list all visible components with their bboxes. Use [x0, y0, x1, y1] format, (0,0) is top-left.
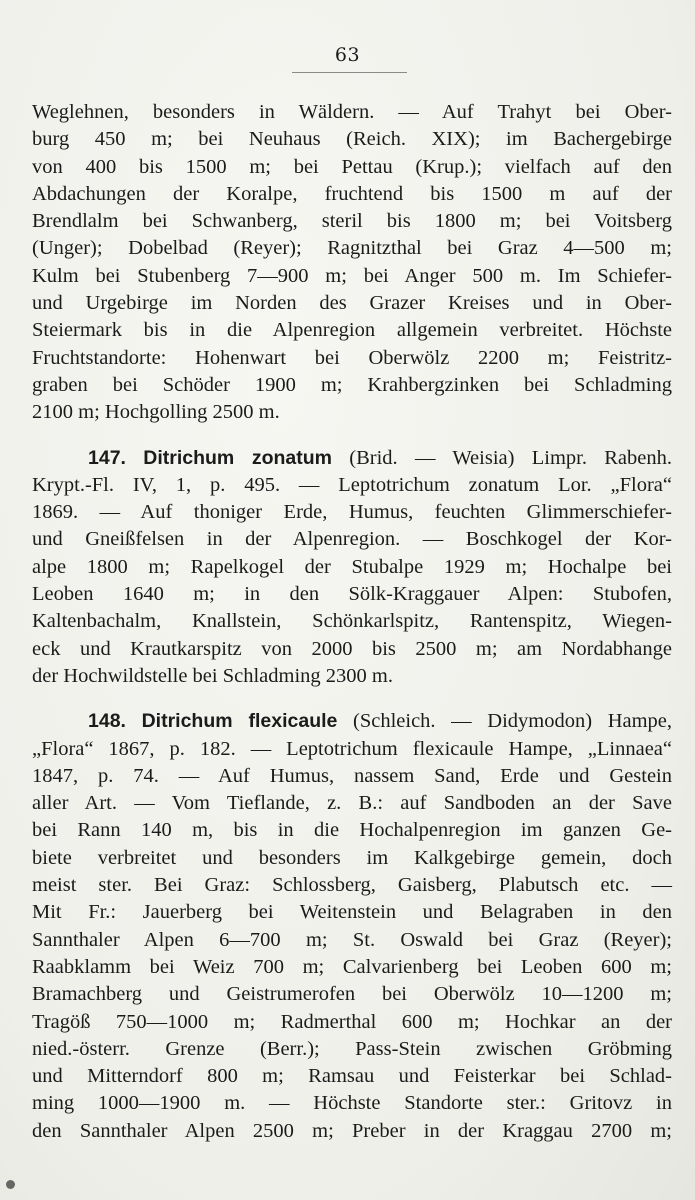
page-body	[32, 99, 672, 1145]
text-line: von 400 bis 1500 m; bei Pettau (Krup.); vielfach auf den	[32, 155, 672, 178]
page-number: 63	[334, 44, 361, 66]
text-line: Tragöß 750—1000 m; Radmerthal 600 m; Hochkar an der	[32, 1010, 672, 1033]
text-line: Abdachungen der Koralpe, fruchtend bis 1500 m auf der	[32, 182, 672, 205]
text-line: Kulm bei Stubenberg 7—900 m; bei Anger 500 m. Im Schiefer-	[32, 264, 672, 287]
text-line: „Flora“ 1867, p. 182. — Leptotrichum flexicaule Hampe, „Linnaea“	[32, 737, 672, 760]
text-line: nied.-österr. Grenze (Berr.); Pass-Stein zwischen Gröbming	[32, 1037, 672, 1060]
text-line: Leoben 1640 m; in den Sölk-Kraggauer Alpen: Stubofen,	[32, 583, 672, 606]
text-line: biete verbreitet und besonders im Kalkgebirge gemein, doch	[32, 846, 672, 869]
species-entry-147	[32, 445, 672, 691]
text-line: Steiermark bis in die Alpenregion allgemein verbreitet. Höchste	[32, 319, 672, 342]
entry-heading-rest: (Schleich. — Didymodon) Hampe,	[353, 710, 673, 733]
species-entry-148	[32, 708, 672, 1145]
text-line: 1869. — Auf thoniger Erde, Humus, feuchten Glimmerschiefer-	[32, 501, 672, 524]
text-line: Kaltenbachalm, Knallstein, Schönkarlspitz, Rantenspitz, Wiegen-	[32, 610, 672, 633]
text-line: Bramachberg und Geistrumerofen bei Oberwölz 10—1200 m;	[32, 983, 672, 1006]
text-line: Weglehnen, besonders in Wäldern. — Auf Trahyt bei Ober-	[32, 101, 672, 123]
text-line: Fruchtstandorte: Hohenwart bei Oberwölz 2200 m; Feistritz-	[32, 346, 672, 369]
text-line: Brendlalm bei Schwanberg, steril bis 1800 m; bei Voitsberg	[32, 210, 672, 233]
text-line: und Mitterndorf 800 m; Ramsau und Feisterkar bei Schlad-	[32, 1065, 672, 1088]
header-rule	[292, 72, 407, 73]
text-line: den Sannthaler Alpen 2500 m; Preber in der Kraggau 2700 m;	[32, 1119, 672, 1142]
entry-heading-line	[32, 445, 672, 472]
text-line: Raabklamm bei Weiz 700 m; Calvarienberg bei Leoben 600 m;	[32, 955, 672, 978]
ink-blot-mark	[6, 1180, 15, 1189]
text-line: Sannthaler Alpen 6—700 m; St. Oswald bei Graz (Reyer);	[32, 928, 672, 951]
text-line: burg 450 m; bei Neuhaus (Reich. XIX); im Bachergebirge	[32, 128, 672, 151]
text-line: (Unger); Dobelbad (Reyer); Ragnitzthal bei Graz 4—500 m;	[32, 237, 672, 260]
text-line: eck und Krautkarspitz von 2000 bis 2500 m; am Nordabhange	[32, 637, 672, 660]
text-line: graben bei Schöder 1900 m; Krahbergzinken bei Schladming	[32, 373, 672, 396]
text-line: Krypt.-Fl. IV, 1, p. 495. — Leptotrichum zonatum Lor. „Flora“	[32, 473, 672, 496]
text-line: alpe 1800 m; Rapelkogel der Stubalpe 1929 m; Hochalpe bei	[32, 555, 672, 578]
text-line: Mit Fr.: Jauerberg bei Weitenstein und Belagraben in den	[32, 901, 672, 924]
text-line: 2100 m; Hochgolling 2500 m.	[32, 401, 280, 424]
text-line: meist ster. Bei Graz: Schlossberg, Gaisberg, Plabutsch etc. —	[32, 874, 672, 897]
entry-number: 147.	[88, 446, 126, 469]
paragraph-continuation	[32, 99, 672, 427]
text-line: bei Rann 140 m, bis in die Hochalpenregion im ganzen Ge-	[32, 819, 672, 842]
text-line: und Gneißfelsen in der Alpenregion. — Boschkogel der Kor-	[32, 528, 672, 551]
entry-number: 148.	[88, 710, 126, 733]
entry-heading-line	[32, 708, 672, 735]
text-line: aller Art. — Vom Tieflande, z. B.: auf Sandboden an der Save	[32, 792, 672, 815]
text-line: und Urgebirge im Norden des Grazer Kreises und in Ober-	[32, 292, 672, 315]
text-line: 1847, p. 74. — Auf Humus, nassem Sand, Erde und Gestein	[32, 764, 672, 787]
text-line: ming 1000—1900 m. — Höchste Standorte ster.: Gritovz in	[32, 1092, 672, 1115]
species-name: Ditrichum zonatum	[143, 446, 332, 469]
text-line: der Hochwildstelle bei Schladming 2300 m.	[32, 664, 393, 687]
entry-heading-rest: (Brid. — Weisia) Limpr. Rabenh.	[349, 446, 672, 469]
species-name: Ditrichum flexicaule	[141, 710, 338, 733]
